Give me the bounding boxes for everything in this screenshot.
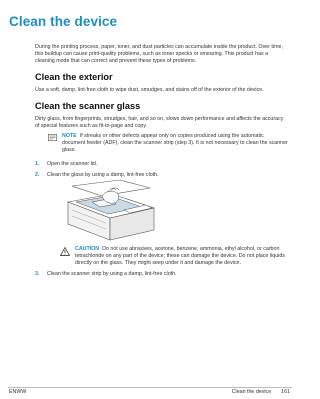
note-label: NOTE	[62, 133, 77, 139]
footer-divider	[8, 387, 292, 388]
step-number: 3.	[35, 271, 40, 277]
scanner-glass-cleaning-illustration	[62, 178, 158, 246]
step-text: Clean the glass by using a damp, lint-free cloth.	[47, 172, 159, 178]
caution-block	[75, 246, 288, 268]
footer-left: ENWW	[9, 389, 27, 395]
page-title: Clean the device	[9, 14, 118, 29]
step-text: Open the scanner lid.	[47, 161, 98, 167]
scanner-glass-heading: Clean the scanner glass	[35, 101, 141, 111]
footer-right	[232, 389, 290, 395]
note-text: If streaks or other defects appear only on copies produced using the automatic document feeder (ADF), clean the scanner strip (step 3). It is not necessary to clean the scanner glass.	[62, 133, 288, 154]
page-number: 161	[281, 389, 290, 395]
caution-text: Do not use abrasives, acetone, benzene, ammonia, ethyl alcohol, or carbon tetrachloride on any part of the device; these can damage the device. Do not place liquids directly on the glass. They might seep under it and damage the device.	[75, 246, 285, 267]
intro-paragraph: During the printing process, paper, toner, and dust particles can accumulate inside the product. Over time, this buildup can cause print-quality problems, such as toner specks or smearing. This product has a cleaning mode that can correct and prevent these types of problems.	[35, 44, 283, 65]
step-text: Clean the scanner strip by using a damp, lint-free cloth.	[47, 271, 177, 277]
exterior-heading: Clean the exterior	[35, 72, 113, 82]
step-number: 2.	[35, 172, 40, 178]
footer-title: Clean the device	[231, 389, 272, 395]
note-icon	[48, 134, 57, 141]
caution-triangle-icon	[60, 247, 70, 256]
note-block	[62, 133, 288, 155]
scanner-glass-paragraph: Dirty glass, from fingerprints, smudges, hair, and so on, slows down performance and affects the accuracy of special features such as fit-to-page and copy.	[35, 116, 284, 130]
exterior-paragraph: Use a soft, damp, lint-free cloth to wipe dust, smudges, and stains off of the exterior of the device.	[35, 87, 264, 93]
caution-label: CAUTION	[75, 246, 100, 252]
step-number: 1.	[35, 161, 40, 167]
